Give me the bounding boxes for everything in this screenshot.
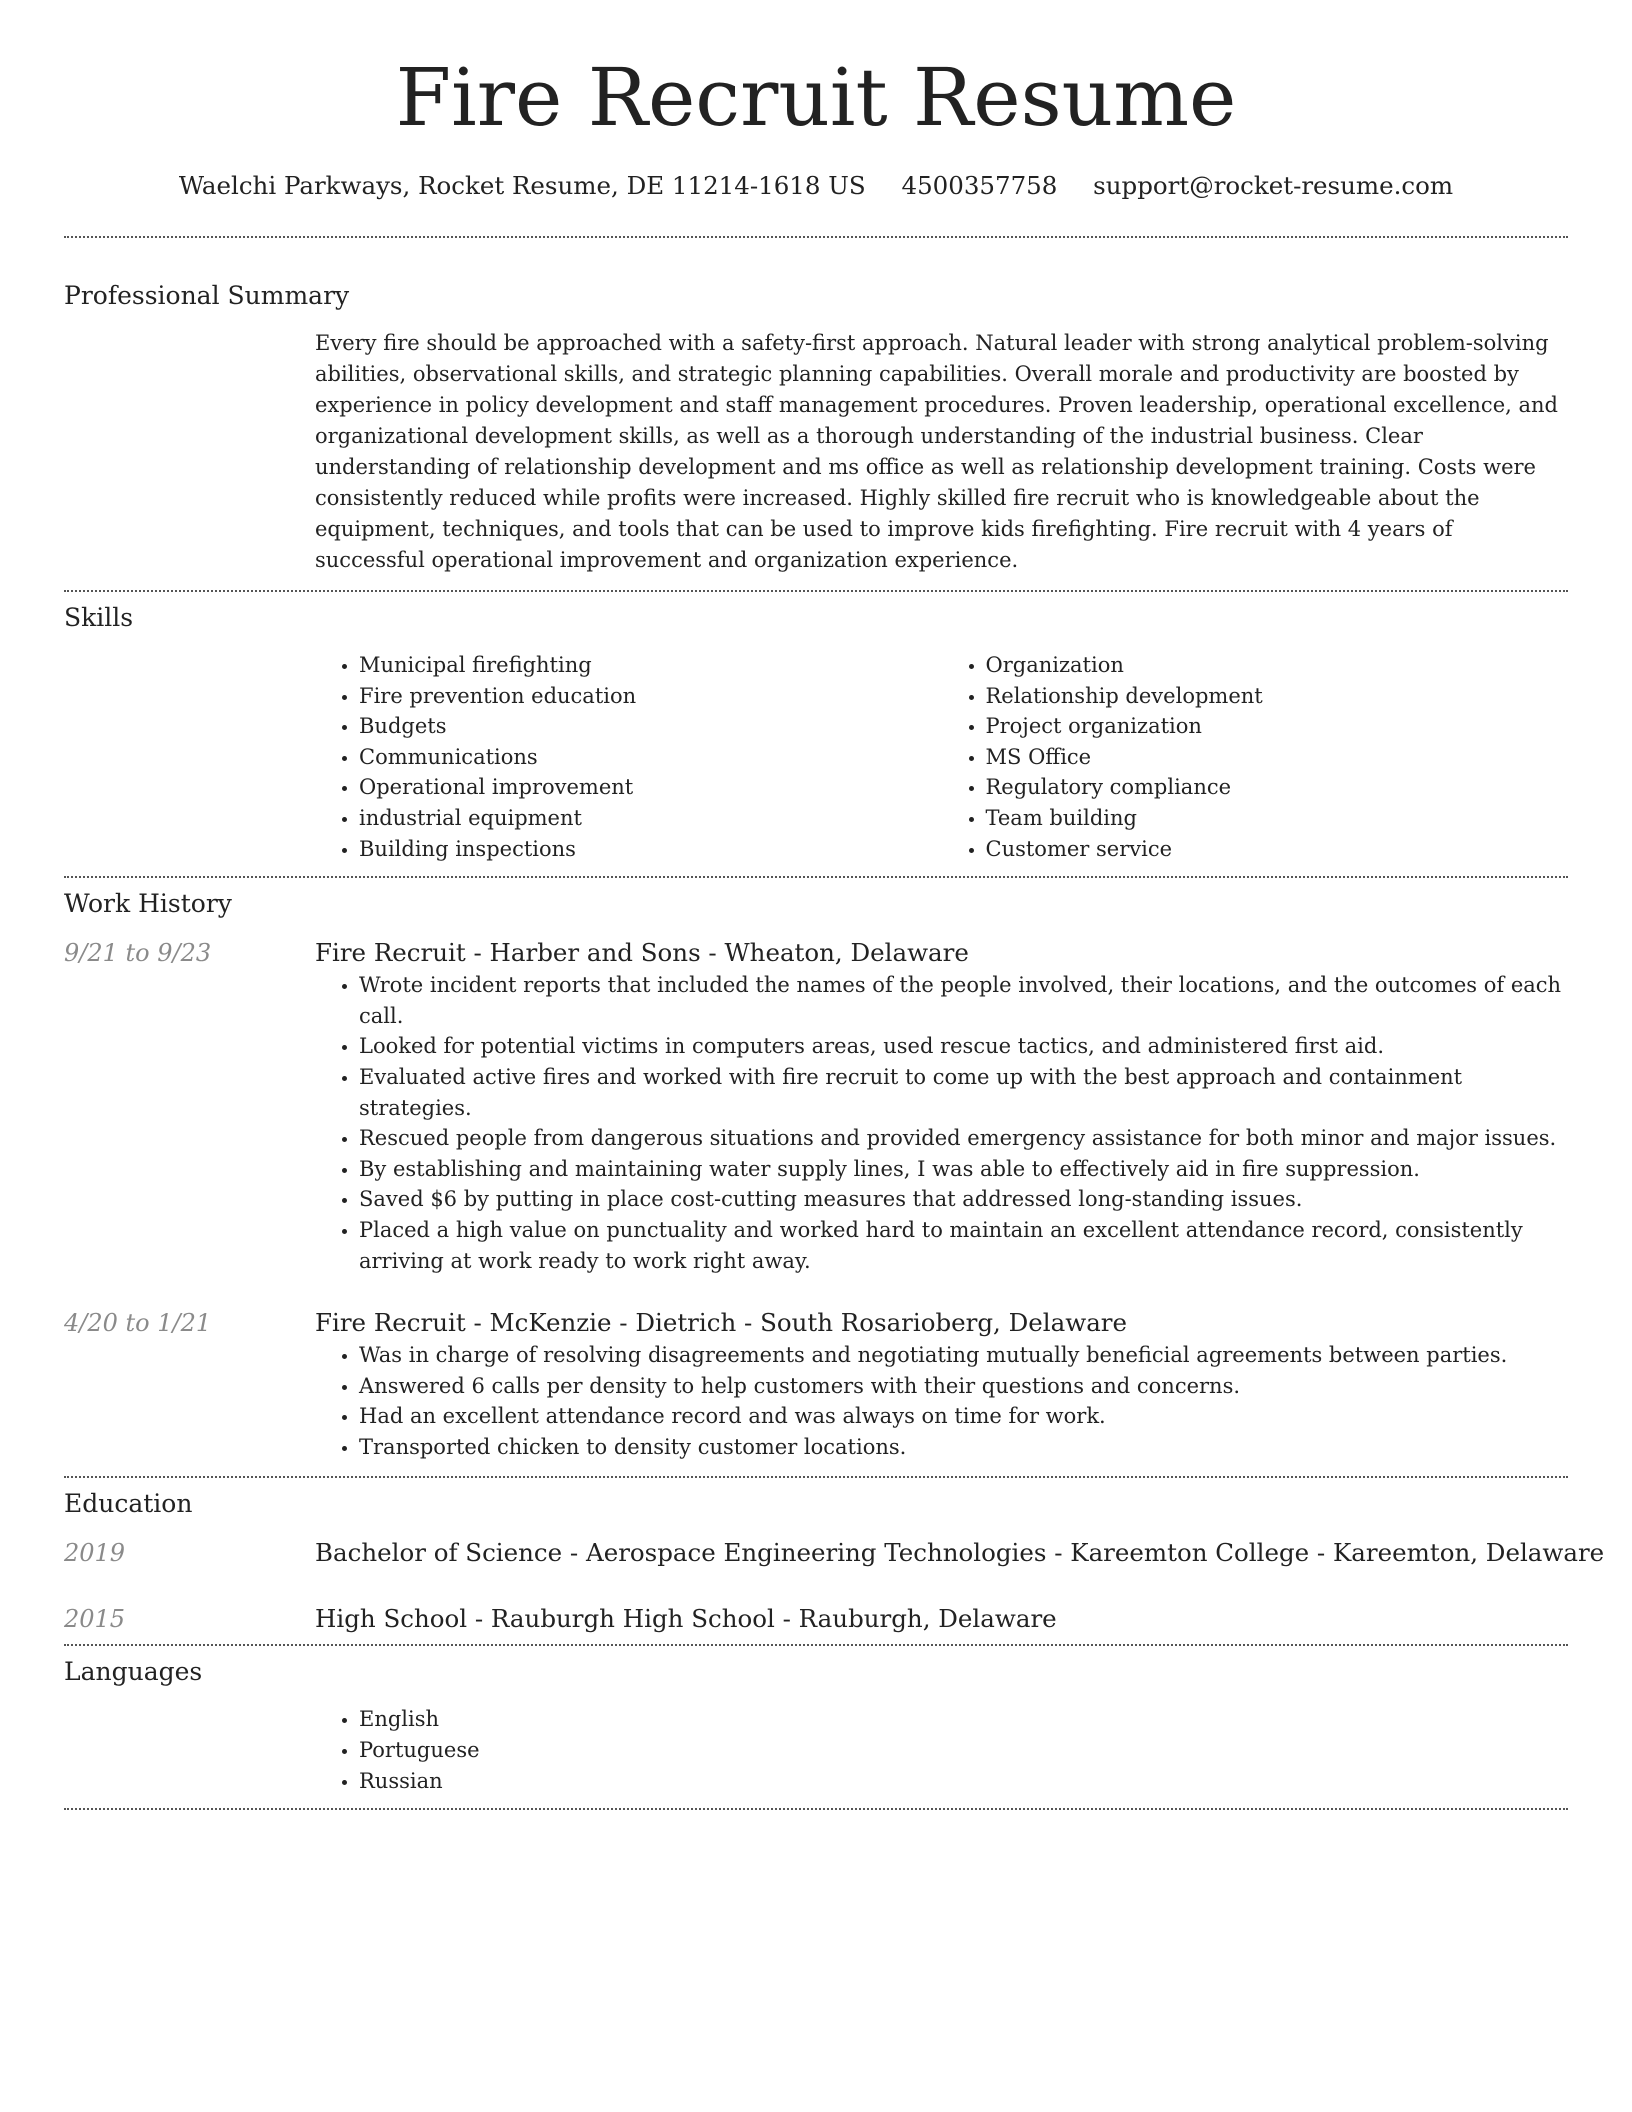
education-section: [64, 1478, 1605, 1644]
job-duties-list: [315, 1340, 1568, 1462]
skill-item: • Building inspections: [359, 834, 942, 865]
job-dates: 9/21 to 9/23: [64, 939, 212, 968]
job-duty: • Answered 6 calls per density to help customers with their questions and concerns.: [359, 1371, 1568, 1402]
email-address: support@rocket-resume.com: [1093, 171, 1454, 200]
skill-item: • MS Office: [986, 742, 1569, 773]
education-entry: [64, 1602, 1568, 1644]
section-heading-skills: Skills: [64, 603, 134, 632]
education-year: 2019: [64, 1539, 126, 1568]
job-duty: • Transported chicken to density customer locations.: [359, 1432, 1568, 1463]
resume-title: Fire Recruit Resume: [395, 51, 1237, 144]
education-year: 2015: [64, 1605, 126, 1634]
education-title: Bachelor of Science - Aerospace Engineering Technologies - Kareemton College - Kareemton, Delaware: [315, 1538, 1605, 1568]
languages-list: [315, 1704, 1568, 1796]
job-duty: • Placed a high value on punctuality and worked hard to maintain an excellent attendance record, consistently arriving at work ready to work right away.: [359, 1215, 1568, 1276]
section-heading-summary: Professional Summary: [64, 281, 350, 310]
job-duties-list: [315, 970, 1568, 1276]
languages-section: [64, 1646, 1568, 1808]
job-entry: [64, 936, 1568, 1306]
skill-item: • Customer service: [986, 834, 1569, 865]
skill-item: • Municipal firefighting: [359, 650, 942, 681]
job-duty: • Wrote incident reports that included the names of the people involved, their locations, and the outcomes of each call.: [359, 970, 1568, 1031]
skills-list-right: [942, 650, 1569, 864]
education-entry: [64, 1536, 1605, 1602]
skill-item: • Organization: [986, 650, 1569, 681]
skill-item: • Regulatory compliance: [986, 772, 1569, 803]
skill-item: • Fire prevention education: [359, 681, 942, 712]
skill-item: • industrial equipment: [359, 803, 942, 834]
work-history-section: [64, 878, 1568, 1476]
skill-item: • Project organization: [986, 711, 1569, 742]
job-dates: 4/20 to 1/21: [64, 1309, 212, 1338]
job-duty: • By establishing and maintaining water supply lines, I was able to effectively aid in fire suppression.: [359, 1154, 1568, 1185]
language-item: • English: [359, 1704, 1568, 1735]
section-divider: [64, 1808, 1568, 1810]
job-title: Fire Recruit - McKenzie - Dietrich - South Rosarioberg, Delaware: [315, 1308, 1128, 1338]
job-duty: • Looked for potential victims in computers areas, used rescue tactics, and administered first aid.: [359, 1031, 1568, 1062]
skill-item: • Communications: [359, 742, 942, 773]
skill-item: • Team building: [986, 803, 1569, 834]
job-entry: [64, 1306, 1568, 1476]
job-duty: • Had an excellent attendance record and was always on time for work.: [359, 1401, 1568, 1432]
job-duty: • Rescued people from dangerous situations and provided emergency assistance for both minor and major issues.: [359, 1123, 1568, 1154]
section-heading-languages: Languages: [64, 1657, 203, 1687]
section-heading-work: Work History: [64, 889, 232, 919]
skill-item: • Budgets: [359, 711, 942, 742]
skills-list-left: [315, 650, 942, 864]
contact-info: [64, 170, 1568, 202]
resume-page: [64, 0, 1605, 1810]
language-item: • Portuguese: [359, 1735, 1568, 1766]
professional-summary-section: [64, 238, 1568, 590]
skill-item: • Relationship development: [986, 681, 1569, 712]
summary-text: Every fire should be approached with a safety-first approach. Natural leader with strong analytical problem-solving abilities, observational skills, and strategic planning capabilities. Overall morale and productivity are boosted by experience in policy development and staff management procedures. Proven leadership, operational excellence, and organizational development skills, as well as a thorough understanding of the industrial business. Clear understanding of relationship development and ms office as well as relationship development training. Costs were consistently reduced while profits were increased. Highly skilled fire recruit who is knowledgeable about the equipment, techniques, and tools that can be used to improve kids firefighting. Fire recruit with 4 years of successful operational improvement and organization experience.: [315, 331, 1558, 572]
skill-item: • Operational improvement: [359, 772, 942, 803]
skills-section: [64, 592, 1568, 876]
address: Waelchi Parkways, Rocket Resume, DE 11214-1618 US: [178, 171, 866, 200]
language-item: • Russian: [359, 1766, 1568, 1797]
job-duty: • Saved $6 by putting in place cost-cutting measures that addressed long-standing issues.: [359, 1184, 1568, 1215]
section-heading-education: Education: [64, 1489, 193, 1519]
job-duty: • Evaluated active fires and worked with fire recruit to come up with the best approach and containment strategies.: [359, 1062, 1568, 1123]
education-title: High School - Rauburgh High School - Rauburgh, Delaware: [315, 1604, 1057, 1634]
job-title: Fire Recruit - Harber and Sons - Wheaton, Delaware: [315, 938, 969, 968]
job-duty: • Was in charge of resolving disagreements and negotiating mutually beneficial agreements between parties.: [359, 1340, 1568, 1371]
phone-number: 4500357758: [901, 171, 1058, 200]
